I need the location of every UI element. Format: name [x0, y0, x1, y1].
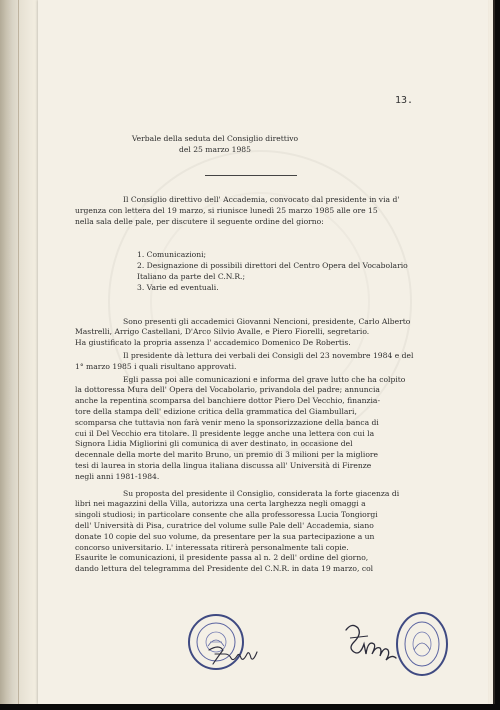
agenda-item: 3. Varie ed eventuali. [137, 282, 219, 292]
signature-left [205, 640, 265, 670]
page-number: 13. [395, 95, 414, 106]
text-line: Sono presenti gli accademici Giovanni Nencioni, presidente, Carlo Alberto [123, 316, 411, 326]
text-line: Su proposta del presidente il Consiglio, considerata la forte giacenza di [123, 488, 400, 498]
title-line-1: Verbale della seduta del Consiglio direttivo [131, 134, 299, 143]
text-line: decennale della morte del marito Bruno, un premio di 3 milioni per la migliore [75, 450, 379, 460]
agenda-item: 2. Designazione di possibili direttori del Centro Opera del Vocabolario [137, 261, 408, 271]
text-line: tore della stampa dell' edizione critica della grammatica del Giambullari, [75, 406, 357, 416]
text-line: 1° marzo 1985 i quali risultano approvati. [75, 361, 237, 371]
text-line: Egli passa poi alle comunicazioni e informa del grave lutto che ha colpito [123, 374, 406, 384]
text-line: Ha giustificato la propria assenza l' accademico Domenico De Robertis. [75, 338, 351, 348]
text-line: Mastrelli, Arrigo Castellani, D'Arco Silvio Avalle, e Piero Fiorelli, segretario. [75, 327, 370, 337]
text-line: Il Consiglio direttivo dell' Accademia, convocato dal presidente in via d' [123, 195, 400, 204]
text-line: tesi di laurea in storia della lingua italiana discussa all' Università di Firenze [75, 460, 372, 470]
text-line: dando lettura del telegramma del Presidente del C.N.R. in data 19 marzo, col [75, 564, 374, 574]
text-line: singoli studiosi; in particolare consente che alla professoressa Lucia Tongiorgi [75, 510, 378, 520]
text-line: cui il Del Vecchio era titolare. Il presidente legge anche una lettera con cui la [75, 428, 375, 438]
text-line: Signora Lidia Migliorini gli comunica di aver destinato, in occasione del [75, 439, 353, 449]
text-line: libri nei magazzini della Villa, autorizza una certa larghezza negli omaggi a [75, 499, 366, 509]
page-edge [18, 0, 19, 704]
title-line-2: del 25 marzo 1985 [179, 145, 251, 154]
text-line: urgenza con lettera del 19 marzo, si riunisce lunedì 25 marzo 1985 alle ore 15 [75, 205, 378, 215]
text-line: scomparsa che tuttavia non farà venir meno la sponsorizzazione della banca di [75, 417, 379, 427]
stamp-right [394, 610, 450, 678]
text-line: donate 10 copie del suo volume, da presentare per la sua partecipazione a un [75, 531, 375, 541]
spine-shadow [0, 0, 34, 704]
title-rule [205, 175, 297, 176]
document-title [130, 133, 300, 155]
text-line: la dottoressa Mura dell' Opera del Vocabolario, privandola del padre; annuncia [75, 385, 380, 395]
agenda-item: 1. Comunicazioni; [137, 250, 207, 260]
agenda-item-cont: Italiano da parte del C.N.R.; [137, 271, 246, 281]
text-line: Esaurite le comunicazioni, il presidente passa al n. 2 dell' ordine del giorno, [75, 553, 369, 563]
document-body [75, 195, 420, 575]
text-line: negli anni 1981-1984. [75, 471, 160, 481]
text-line: anche la repentina scomparsa del banchiere dottor Piero Del Vecchio, finanzia- [75, 396, 381, 406]
text-line: dell' Università di Pisa, curatrice del volume sulle Pale dell' Accademia, siano [75, 520, 374, 530]
text-line: nella sala delle pale, per discutere il seguente ordine del giorno: [75, 216, 324, 226]
text-line: concorso universitario. L' interessata ritirerà personalmente tali copie. [75, 542, 349, 552]
text-line: Il presidente dà lettura dei verbali dei Consigli del 23 novembre 1984 e del [123, 350, 414, 360]
